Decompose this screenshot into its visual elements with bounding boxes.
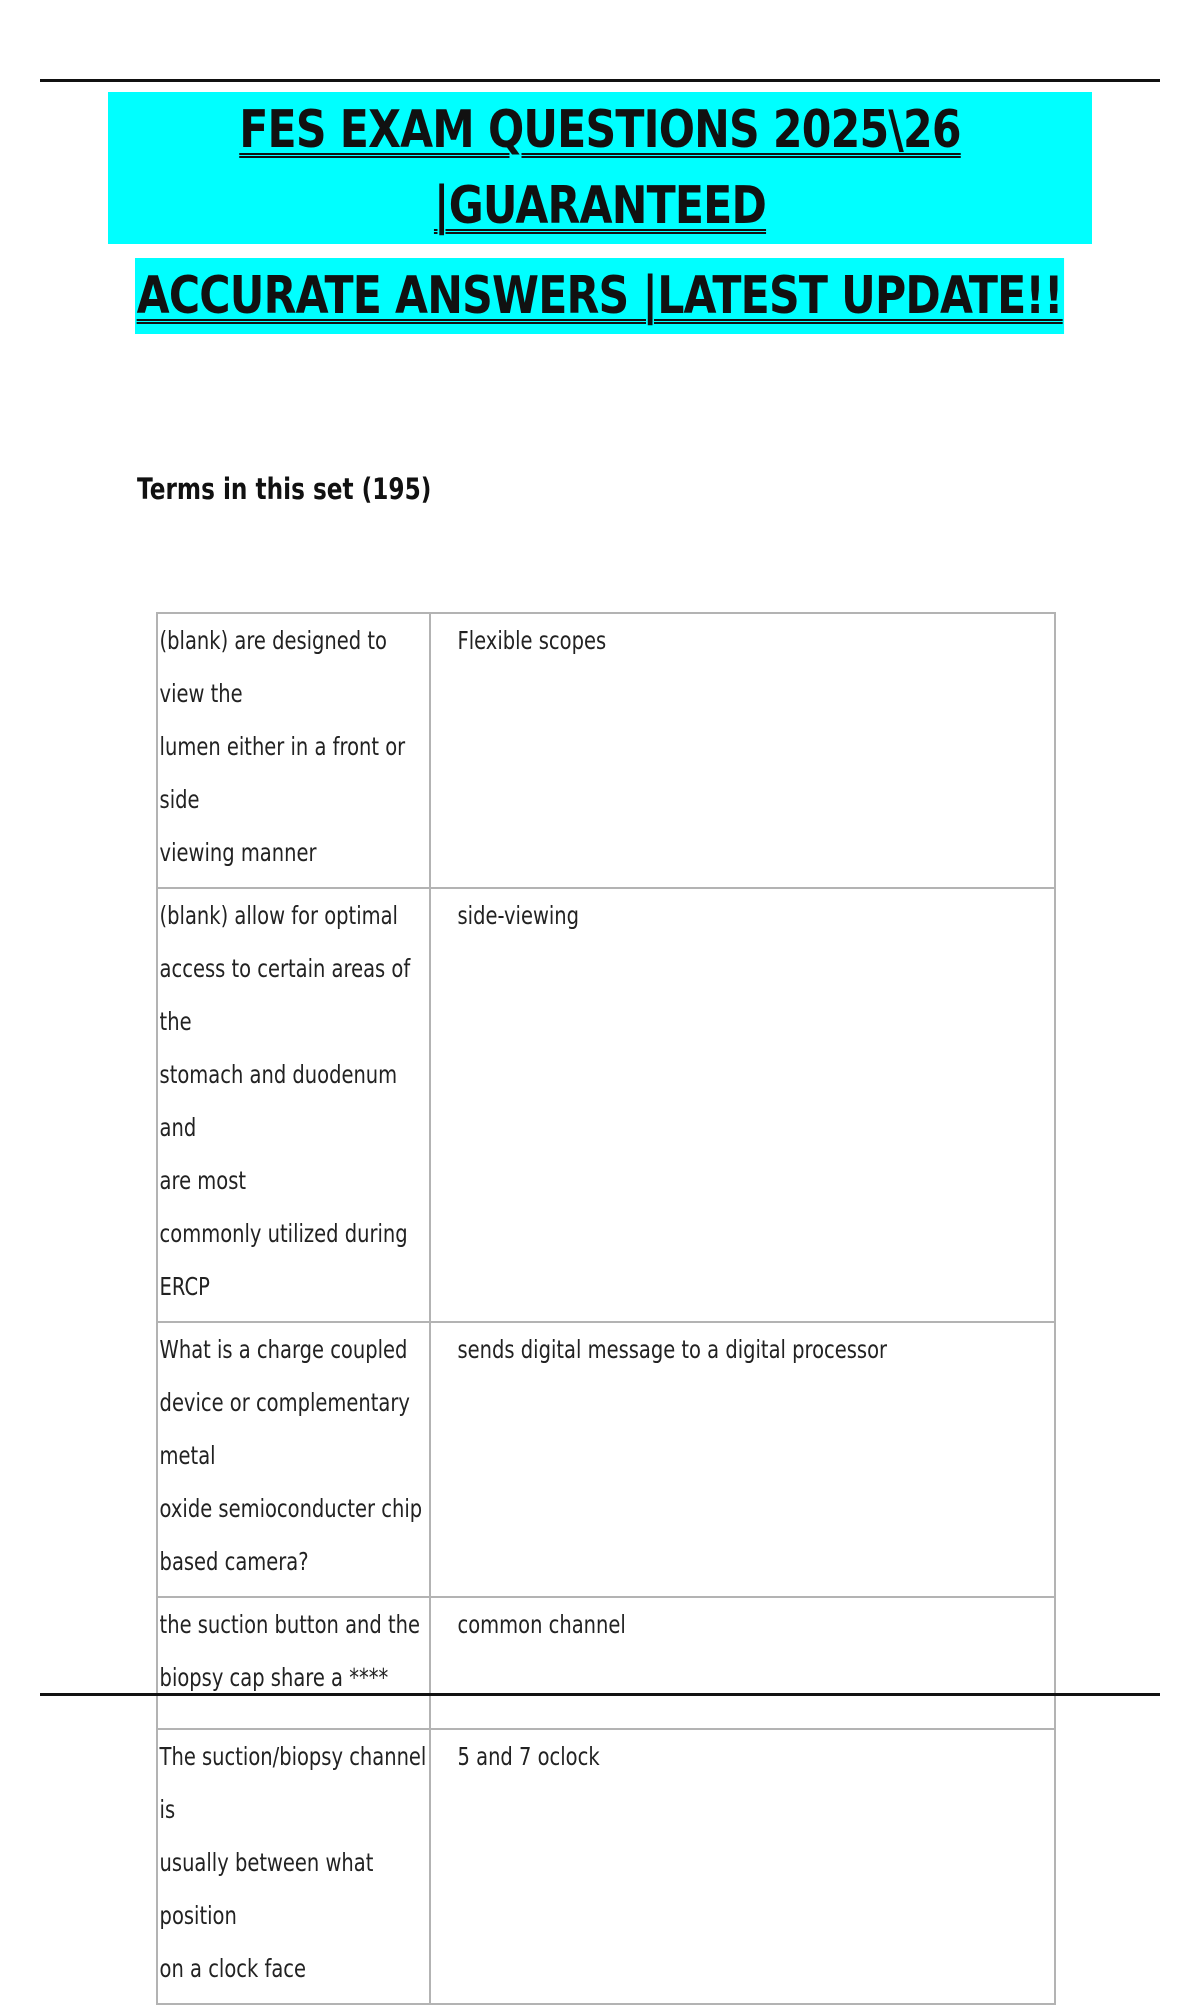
definition-text: common channel [457, 1610, 627, 1639]
document-title [0, 92, 1200, 334]
title-line-1: FES EXAM QUESTIONS 2025\26 |GUARANTEED [108, 92, 1092, 244]
term-row [157, 1597, 1055, 1729]
term-row [157, 888, 1055, 1322]
terms-count-heading: Terms in this set (195) [137, 472, 432, 506]
term-cell [157, 1729, 430, 2004]
term-text: (blank) are designed to view the lumen either in a front or side viewing manner [159, 626, 406, 867]
term-cell [157, 888, 430, 1322]
definition-text: side-viewing [457, 901, 580, 930]
definition-text: sends digital message to a digital processor [457, 1335, 888, 1364]
terms-table [156, 612, 1056, 2005]
term-cell [157, 613, 430, 888]
term-cell [157, 1322, 430, 1597]
definition-cell [430, 1597, 1055, 1729]
term-cell [157, 1597, 430, 1729]
definition-cell [430, 1729, 1055, 2004]
definition-cell [430, 613, 1055, 888]
title-line-2: ACCURATE ANSWERS |LATEST UPDATE!! [135, 258, 1064, 334]
term-text: (blank) allow for optimal access to certain areas of the stomach and duodenum and are most commonly utilized during ERCP [159, 901, 411, 1301]
bottom-rule [40, 1693, 1160, 1696]
term-text: What is a charge coupled device or complementary metal oxide semioconducter chip based camera? [159, 1335, 423, 1576]
term-row [157, 613, 1055, 888]
term-row [157, 1729, 1055, 2004]
term-text: The suction/biopsy channel is usually between what position on a clock face [159, 1742, 427, 1983]
definition-text: 5 and 7 oclock [457, 1742, 600, 1771]
term-text: the suction button and the biopsy cap share a **** [159, 1610, 420, 1692]
definition-cell [430, 1322, 1055, 1597]
term-row [157, 1322, 1055, 1597]
definition-cell [430, 888, 1055, 1322]
top-rule [40, 79, 1160, 82]
definition-text: Flexible scopes [457, 626, 607, 655]
